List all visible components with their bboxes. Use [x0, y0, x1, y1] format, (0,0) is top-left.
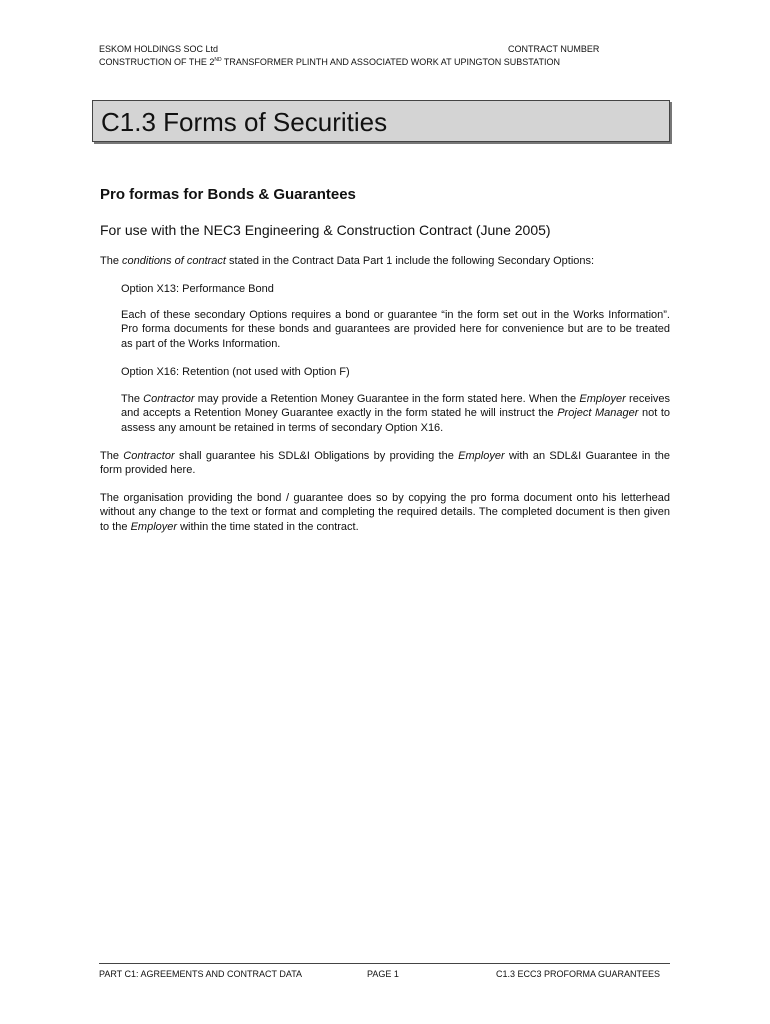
text-run-italic: Project Manager	[557, 407, 639, 420]
text-run: stated in the Contract Data Part 1 include the following Secondary Options:	[225, 255, 595, 267]
paragraph-sdli	[100, 449, 670, 478]
header-contract-number: CONTRACT NUMBER	[508, 44, 600, 54]
option-x16: Option X16: Retention (not used with Option F)	[121, 366, 350, 378]
text-run: receives and accepts a Retention Money Guarantee exactly in the form stated he will instruct the	[121, 393, 671, 420]
header-project	[99, 55, 560, 68]
text-run-italic: conditions of contract	[122, 255, 226, 267]
text-run-italic: Contractor	[143, 393, 195, 405]
text-run: may provide a Retention Money Guarantee in the form stated here. When the	[194, 393, 580, 405]
page-title: C1.3 Forms of Securities	[101, 107, 388, 137]
option-x13: Option X13: Performance Bond	[121, 283, 274, 295]
text-run: The	[121, 393, 144, 405]
text-run-italic: Employer	[458, 450, 505, 462]
section-heading: Pro formas for Bonds & Guarantees	[100, 186, 356, 203]
text-run: with an SDL&I Guarantee in the form provided here.	[100, 450, 670, 477]
text-run-italic: Contractor	[123, 450, 175, 462]
text-run: The organisation providing the bond / guarantee does so by copying the pro forma document onto his letterhead without any change to the text or format and completing the required details. The completed document is then given to the	[100, 492, 670, 533]
footer-divider	[99, 963, 670, 964]
header-project-prefix: CONSTRUCTION OF THE 2	[99, 57, 215, 67]
text-run-italic: Employer	[579, 393, 626, 405]
footer-page-number: PAGE 1	[367, 969, 399, 979]
text-run: The	[100, 450, 124, 462]
title-box	[92, 100, 670, 142]
paragraph-secondary-options: Each of these secondary Options requires a bond or guarantee “in the form set out in the Works Information”. Pro forma documents for these bonds and guarantees are provided here for convenience but are to be treated as part of the Works Information.	[121, 309, 670, 350]
paragraph-organisation	[100, 491, 670, 534]
text-run: shall guarantee his SDL&I Obligations by providing the	[174, 450, 459, 462]
header-company: ESKOM HOLDINGS SOC Ltd	[99, 44, 219, 54]
section-subheading: For use with the NEC3 Engineering & Construction Contract (June 2005)	[100, 222, 551, 238]
text-run: The	[100, 255, 123, 267]
paragraph-retention	[121, 392, 670, 435]
footer-right: C1.3 ECC3 PROFORMA GUARANTEES	[496, 969, 661, 979]
text-run-italic: Employer	[130, 520, 178, 533]
text-run: not to assess any amount be retained in terms of secondary Option X16.	[121, 407, 670, 434]
header-project-suffix: TRANSFORMER PLINTH AND ASSOCIATED WORK AT UPINGTON SUBSTATION	[221, 57, 560, 67]
paragraph-conditions	[100, 254, 670, 268]
text-run: within the time stated in the contract.	[177, 520, 359, 533]
header-project-superscript: ND	[214, 57, 222, 63]
footer-left: PART C1: AGREEMENTS AND CONTRACT DATA	[99, 969, 303, 979]
